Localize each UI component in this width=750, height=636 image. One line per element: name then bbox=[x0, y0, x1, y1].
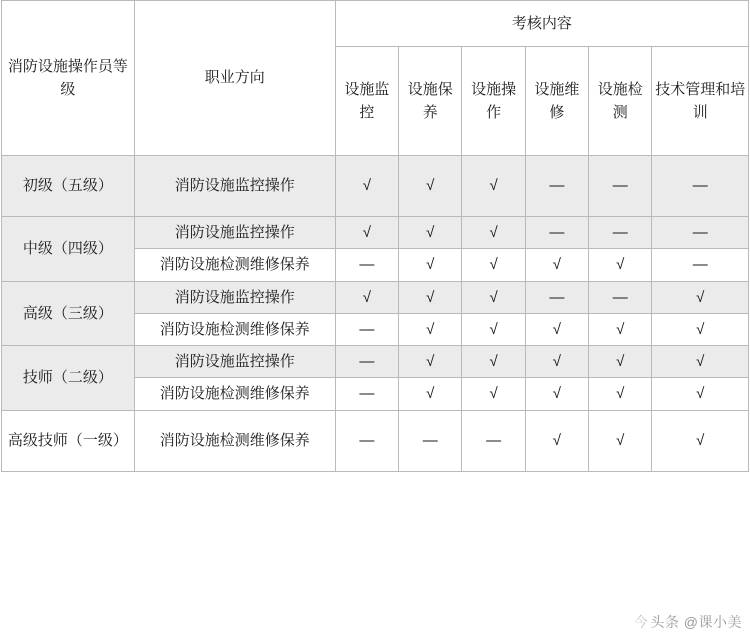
cell-mark: — bbox=[525, 281, 588, 313]
cell-mark: — bbox=[462, 410, 525, 471]
cell-mark: √ bbox=[589, 313, 652, 345]
cell-grade: 技师（二级） bbox=[2, 346, 135, 411]
cell-mark: — bbox=[335, 249, 398, 281]
cell-mark: √ bbox=[652, 410, 749, 471]
cell-mark: √ bbox=[399, 378, 462, 410]
cell-mark: √ bbox=[462, 378, 525, 410]
cell-mark: — bbox=[335, 378, 398, 410]
cell-mark: — bbox=[335, 410, 398, 471]
cell-mark: √ bbox=[589, 249, 652, 281]
cell-mark: √ bbox=[462, 249, 525, 281]
cell-mark: √ bbox=[589, 410, 652, 471]
cell-mark: — bbox=[589, 156, 652, 217]
cell-mark: √ bbox=[462, 346, 525, 378]
cell-mark: √ bbox=[652, 313, 749, 345]
header-content-group: 考核内容 bbox=[335, 1, 748, 47]
assessment-content-table bbox=[1, 0, 749, 472]
cell-direction: 消防设施检测维修保养 bbox=[134, 249, 335, 281]
table-row bbox=[2, 346, 749, 378]
cell-direction: 消防设施监控操作 bbox=[134, 156, 335, 217]
cell-mark: — bbox=[335, 313, 398, 345]
cell-mark: √ bbox=[589, 346, 652, 378]
cell-mark: √ bbox=[462, 313, 525, 345]
cell-mark: √ bbox=[462, 217, 525, 249]
cell-mark: √ bbox=[525, 249, 588, 281]
cell-mark: √ bbox=[335, 156, 398, 217]
cell-mark: √ bbox=[652, 281, 749, 313]
table-row bbox=[2, 281, 749, 313]
cell-mark: — bbox=[525, 156, 588, 217]
cell-mark: √ bbox=[462, 281, 525, 313]
cell-mark: — bbox=[652, 249, 749, 281]
cell-mark: — bbox=[525, 217, 588, 249]
cell-grade: 中级（四级） bbox=[2, 217, 135, 282]
cell-mark: √ bbox=[652, 378, 749, 410]
header-grade-column: 消防设施操作员等级 bbox=[2, 1, 135, 156]
cell-grade: 高级技师（一级） bbox=[2, 410, 135, 471]
cell-mark: √ bbox=[525, 313, 588, 345]
cell-mark: √ bbox=[399, 217, 462, 249]
table-row bbox=[2, 217, 749, 249]
header-direction-column: 职业方向 bbox=[134, 1, 335, 156]
cell-mark: √ bbox=[399, 249, 462, 281]
table-header-row-1 bbox=[2, 1, 749, 47]
cell-direction: 消防设施检测维修保养 bbox=[134, 410, 335, 471]
cell-grade: 初级（五级） bbox=[2, 156, 135, 217]
cell-mark: — bbox=[589, 217, 652, 249]
table-row bbox=[2, 410, 749, 471]
cell-mark: √ bbox=[335, 217, 398, 249]
cell-mark: √ bbox=[525, 378, 588, 410]
cell-mark: √ bbox=[525, 346, 588, 378]
header-item-0: 设施监控 bbox=[335, 47, 398, 156]
cell-mark: √ bbox=[399, 313, 462, 345]
cell-direction: 消防设施监控操作 bbox=[134, 346, 335, 378]
header-item-2: 设施操作 bbox=[462, 47, 525, 156]
cell-mark: √ bbox=[652, 346, 749, 378]
header-item-1: 设施保养 bbox=[399, 47, 462, 156]
cell-mark: — bbox=[399, 410, 462, 471]
cell-mark: √ bbox=[462, 156, 525, 217]
cell-mark: — bbox=[652, 156, 749, 217]
cell-mark: √ bbox=[399, 156, 462, 217]
cell-mark: √ bbox=[525, 410, 588, 471]
watermark bbox=[634, 612, 742, 632]
cell-direction: 消防设施监控操作 bbox=[134, 217, 335, 249]
cell-mark: — bbox=[589, 281, 652, 313]
header-item-3: 设施维修 bbox=[525, 47, 588, 156]
cell-direction: 消防设施监控操作 bbox=[134, 281, 335, 313]
watermark-text: 头条 @课小美 bbox=[650, 614, 742, 630]
header-item-4: 设施检测 bbox=[589, 47, 652, 156]
cell-mark: — bbox=[335, 346, 398, 378]
cell-mark: — bbox=[652, 217, 749, 249]
table-row bbox=[2, 156, 749, 217]
cell-mark: √ bbox=[589, 378, 652, 410]
table-body bbox=[2, 156, 749, 472]
cell-mark: √ bbox=[399, 281, 462, 313]
cell-mark: √ bbox=[335, 281, 398, 313]
header-item-5: 技术管理和培训 bbox=[652, 47, 749, 156]
cell-grade: 高级（三级） bbox=[2, 281, 135, 346]
watermark-logo: 今 bbox=[633, 614, 649, 630]
cell-direction: 消防设施检测维修保养 bbox=[134, 378, 335, 410]
cell-mark: √ bbox=[399, 346, 462, 378]
cell-direction: 消防设施检测维修保养 bbox=[134, 313, 335, 345]
